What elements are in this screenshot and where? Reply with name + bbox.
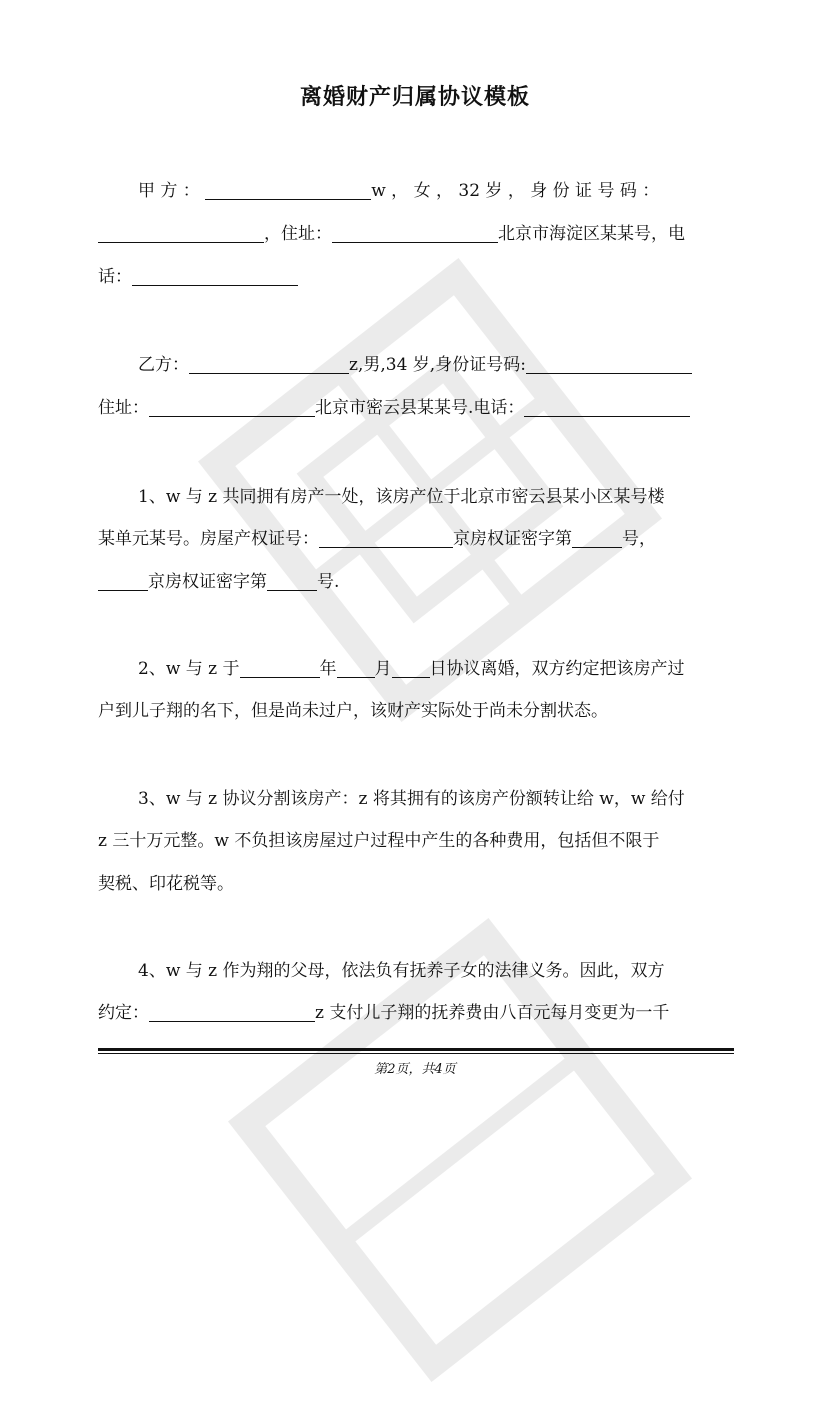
- party-a-address: 北京市海淀区某某号，电: [498, 224, 685, 244]
- party-a-id-blank[interactable]: [98, 224, 264, 243]
- party-a-phone-blank[interactable]: [132, 267, 298, 286]
- month-label: 月: [374, 659, 392, 679]
- clause-4-agree-label: 约定：: [98, 1003, 149, 1023]
- party-a-phone-label: 话：: [98, 267, 132, 287]
- clause-4-line-1: 4、w 与 z 作为翔的父母，依法负有抚养子女的法律义务。因此，双方: [138, 961, 665, 981]
- party-a-info: w ， 女 ， 32 岁 ， 身 份 证 号 码 ：: [371, 181, 660, 201]
- cert-number-blank[interactable]: [319, 529, 453, 548]
- clause-2-text: 日协议离婚，双方约定把该房产过: [429, 659, 685, 679]
- clause-4-text: z 支付儿子翔的抚养费由八百元每月变更为一千: [315, 1003, 670, 1023]
- clause-1-cert-text-2: 京房权证密字第: [148, 572, 267, 592]
- page-number: 第2页，共4页: [374, 1062, 456, 1077]
- party-b-address-label: 住址：: [98, 398, 149, 418]
- party-b-phone-blank[interactable]: [524, 398, 690, 417]
- party-b-name-blank[interactable]: [189, 355, 349, 374]
- footer-rule-thin: [98, 1053, 734, 1054]
- party-b-address: 北京市密云县某某号.电话：: [315, 398, 525, 418]
- document-title: 离婚财产归属协议模板: [299, 84, 530, 110]
- cert-prefix-blank-2[interactable]: [98, 572, 148, 591]
- year-blank[interactable]: [240, 659, 320, 678]
- clause-1-line-1: 1、w 与 z 共同拥有房产一处，该房产位于北京市密云县某小区某号楼: [138, 487, 665, 507]
- clause-2-line-2: 户到儿子翔的名下，但是尚未过户，该财产实际处于尚未分割状态。: [98, 701, 608, 721]
- footer-rule-thick: [98, 1048, 734, 1051]
- party-a-address-blank[interactable]: [332, 224, 498, 243]
- clause-1-cert-text: 京房权证密字第: [453, 529, 572, 549]
- party-a-name-blank[interactable]: [205, 181, 371, 200]
- year-label: 年: [319, 659, 337, 679]
- clause-1-cert-label: 某单元某号。房屋产权证号：: [98, 529, 319, 549]
- party-b-info: z,男,34 岁,身份证号码:: [349, 355, 526, 375]
- party-b-id-blank[interactable]: [526, 355, 692, 374]
- agreement-blank[interactable]: [149, 1003, 315, 1022]
- cert-no-blank-2[interactable]: [267, 572, 317, 591]
- party-b-address-blank[interactable]: [149, 398, 315, 417]
- clause-1-cert-suffix-2: 号.: [317, 572, 340, 592]
- clause-3-line-3: 契税、印花税等。: [98, 874, 234, 894]
- clause-2-intro: 2、w 与 z 于: [138, 659, 240, 679]
- party-a-address-label: ，住址：: [264, 224, 332, 244]
- month-blank[interactable]: [337, 659, 375, 678]
- clause-1-cert-suffix: 号，: [622, 529, 656, 549]
- clause-3-line-2: z 三十万元整。w 不负担该房屋过户过程中产生的各种费用，包括但不限于: [98, 831, 660, 851]
- clause-3-line-1: 3、w 与 z 协议分割该房产：z 将其拥有的该房产份额转让给 w，w 给付: [138, 789, 685, 809]
- party-a-label: 甲 方 ：: [138, 181, 200, 201]
- day-blank[interactable]: [392, 659, 430, 678]
- cert-no-blank-1[interactable]: [572, 529, 622, 548]
- party-b-label: 乙方：: [138, 355, 189, 375]
